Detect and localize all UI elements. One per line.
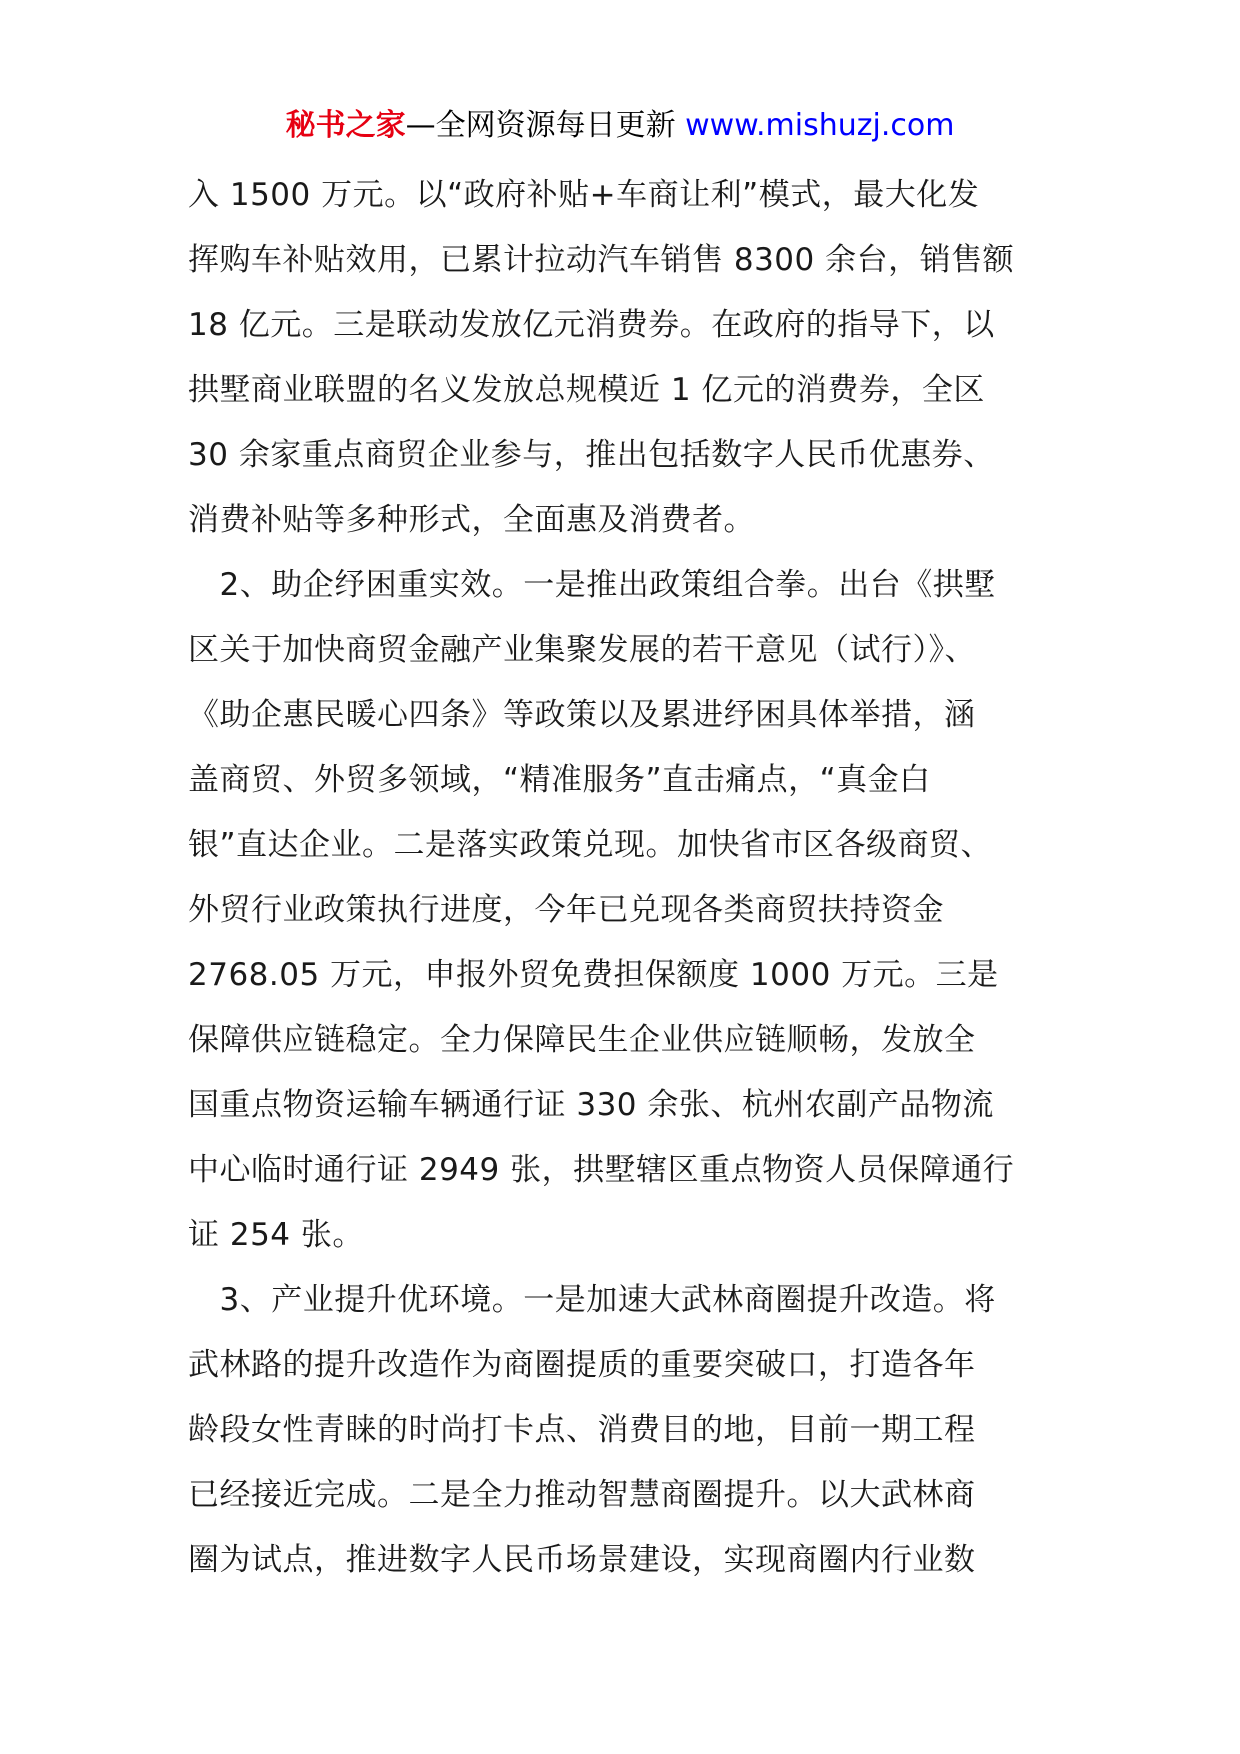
text-line: 保障供应链稳定。全力保障民生企业供应链顺畅，发放全 <box>188 1022 976 1058</box>
text-line: 2、助企纾困重实效。一是推出政策组合拳。出台《拱墅 <box>188 567 996 603</box>
text-line: 2768.05 万元，申报外贸免费担保额度 1000 万元。三是 <box>188 957 999 993</box>
text-line: 银”直达企业。二是落实政策兑现。加快省市区各级商贸、 <box>188 827 993 863</box>
text-line: 18 亿元。三是联动发放亿元消费券。在政府的指导下，以 <box>188 307 995 343</box>
text-line: 盖商贸、外贸多领域，“精准服务”直击痛点，“真金白 <box>188 762 931 798</box>
body-text <box>188 163 1068 1593</box>
text-line: 证 254 张。 <box>188 1217 364 1253</box>
brand-name: 秘书之家 <box>285 108 406 143</box>
text-line: 已经接近完成。二是全力推动智慧商圈提升。以大武林商 <box>188 1477 976 1513</box>
text-line: 武林路的提升改造作为商圈提质的重要突破口，打造各年 <box>188 1347 976 1383</box>
text-line: 3、产业提升优环境。一是加速大武林商圈提升改造。将 <box>188 1282 996 1318</box>
text-line: 30 余家重点商贸企业参与，推出包括数字人民币优惠券、 <box>188 437 995 473</box>
site-link[interactable]: www.mishuzj.com <box>685 108 955 143</box>
text-line: 中心临时通行证 2949 张，拱墅辖区重点物资人员保障通行 <box>188 1152 1015 1188</box>
header-tagline: —全网资源每日更新 <box>405 108 676 143</box>
text-line: 挥购车补贴效用，已累计拉动汽车销售 8300 余台，销售额 <box>188 242 1015 278</box>
text-line: 外贸行业政策执行进度，今年已兑现各类商贸扶持资金 <box>188 892 944 928</box>
text-line: 《助企惠民暖心四条》等政策以及累进纾困具体举措，涵 <box>188 697 976 733</box>
text-line: 入 1500 万元。以“政府补贴+车商让利”模式，最大化发 <box>188 177 980 213</box>
text-line: 圈为试点，推进数字人民币场景建设，实现商圈内行业数 <box>188 1542 976 1578</box>
text-line: 消费补贴等多种形式，全面惠及消费者。 <box>188 502 755 538</box>
text-line: 国重点物资运输车辆通行证 330 余张、杭州农副产品物流 <box>188 1087 994 1123</box>
text-line: 区关于加快商贸金融产业集聚发展的若干意见（试行）》、 <box>188 632 976 668</box>
text-line: 龄段女性青睐的时尚打卡点、消费目的地，目前一期工程 <box>188 1412 976 1448</box>
text-line: 拱墅商业联盟的名义发放总规模近 1 亿元的消费券，全区 <box>188 372 985 408</box>
page-header <box>0 104 1240 148</box>
